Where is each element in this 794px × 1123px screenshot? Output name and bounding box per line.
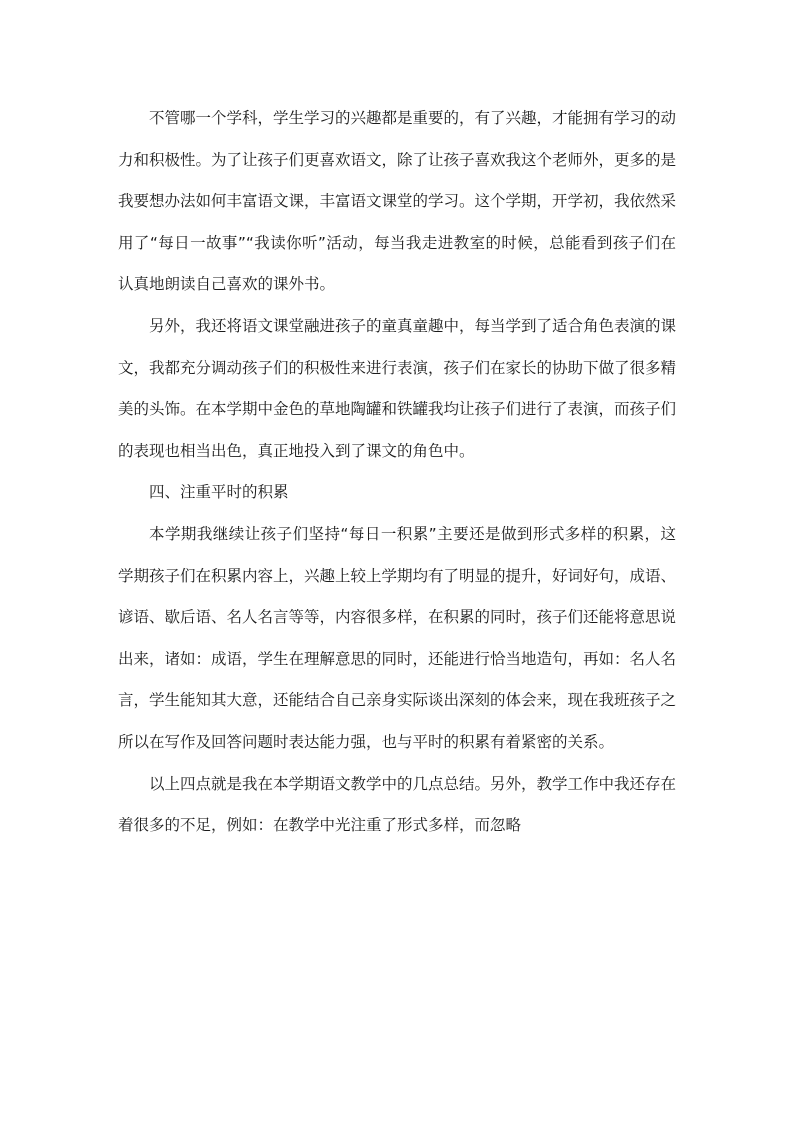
- document-body: [118, 98, 676, 847]
- paragraph-summary: 以上四点就是我在本学期语文教学中的几点总结。另外，教学工作中我还存在着很多的不足，例如：在教学中光注重了形式多样，而忽略: [118, 774, 677, 835]
- paragraph-interest: 不管哪一个学科，学生学习的兴趣都是重要的，有了兴趣，才能拥有学习的动力和积极性。为了让孩子们更喜欢语文，除了让孩子喜欢我这个老师外，更多的是我要想办法如何丰富语文课，丰富语文课堂的学习。这个学期，开学初，我依然采用了“每日一故事”“我读你听”活动，每当我走进教室的时候，总能看到孩子们在认真地朗读自己喜欢的课外书。: [118, 109, 677, 294]
- section-heading-accumulation: 四、注重平时的积累: [149, 483, 289, 502]
- paragraph-accumulation: 本学期我继续让孩子们坚持“每日一积累”主要还是做到形式多样的积累，这学期孩子们在积累内容上，兴趣上较上学期均有了明显的提升，好词好句，成语、谚语、歇后语、名人名言等等，内容很多样，在积累的同时，孩子们还能将意思说出来，诸如：成语，学生在理解意思的同时，还能进行恰当地造句，再如：名人名言，学生能知其大意，还能结合自己亲身实际谈出深刻的体会来，现在我班孩子之所以在写作及回答问题时表达能力强，也与平时的积累有着紧密的关系。: [118, 524, 677, 751]
- paragraph-role-play: 另外，我还将语文课堂融进孩子的童真童趣中，每当学到了适合角色表演的课文，我都充分调动孩子们的积极性来进行表演，孩子们在家长的协助下做了很多精美的头饰。在本学期中金色的草地陶罐和铁罐我均让孩子们进行了表演，而孩子们的表现也相当出色，真正地投入到了课文的角色中。: [118, 316, 677, 460]
